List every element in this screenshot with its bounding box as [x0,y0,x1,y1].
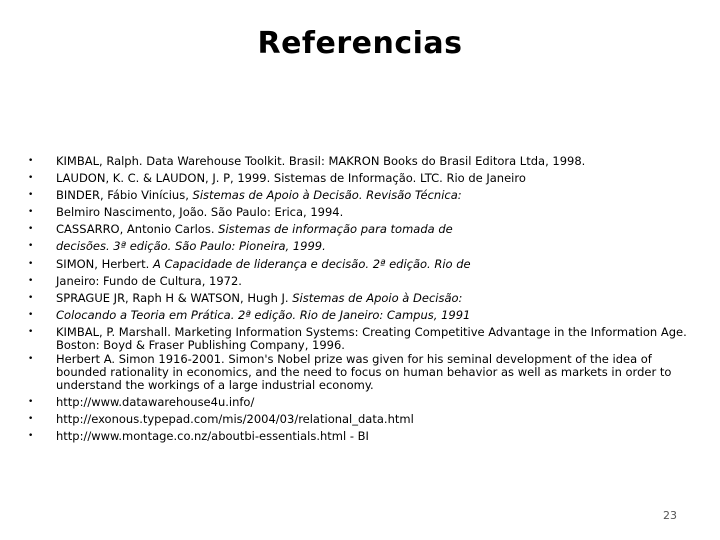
reference-text: CASSARRO, Antonio Carlos. [56,222,219,237]
reference-text: Belmiro Nascimento, João. São Paulo: Erica, 1994. [56,205,344,220]
reference-text: Janeiro: Fundo de Cultura, 1972. [56,273,242,288]
bullet-icon: • [28,431,34,442]
reference-item [28,155,696,168]
bullet-icon: • [28,309,34,320]
reference-link[interactable]: http://www.montage.co.nz/aboutbi-essentials.html - BI [56,429,369,444]
reference-item [28,326,696,352]
bullet-icon: • [28,241,34,252]
reference-item [28,240,696,253]
reference-text-italic: Colocando a Teoria em Prática. 2ª edição. Rio de Janeiro: Campus, 1991 [56,307,471,322]
reference-text: SPRAGUE JR, Raph H & WATSON, Hugh J. [56,290,293,305]
bullet-icon: • [28,224,34,235]
bullet-icon: • [28,396,34,407]
bullet-icon: • [28,207,34,218]
reference-text: LAUDON, K. C. & LAUDON, J. P, 1999. Sistemas de Informação. LTC. Rio de Janeiro [56,171,526,186]
bullet-icon: • [28,156,34,166]
reference-item [28,292,696,305]
reference-item [28,172,696,185]
bullet-icon: • [28,275,34,286]
bullet-icon: • [28,258,34,269]
reference-text-italic: Sistemas de Apoio à Decisão. Revisão Técnica: [192,188,462,203]
reference-item [28,430,696,443]
reference-item [28,353,696,392]
slide-title: Referencias [257,26,463,61]
reference-text-italic: Sistemas de informação para tomada de [218,222,453,237]
reference-item [28,413,696,426]
reference-text-italic: decisões. 3ª edição. São Paulo: Pioneira, 1999. [56,239,326,254]
bullet-icon: • [28,173,34,184]
bullet-icon: • [28,190,34,201]
page-number: 23 [663,509,677,522]
reference-item [28,309,696,322]
reference-text: KIMBAL, P. Marshall. Marketing Information Systems: Creating Competitive Advantage in the Information Age. Boston: Boyd & Fraser Publishing Company, 1996. [56,324,687,352]
bullet-icon: • [28,414,34,425]
bullet-icon: • [28,353,34,364]
reference-list [28,155,696,447]
reference-item [28,223,696,236]
reference-link[interactable]: http://exonous.typepad.com/mis/2004/03/relational_data.html [56,412,414,427]
reference-item [28,396,696,409]
reference-text: SIMON, Herbert. [56,256,153,271]
reference-item [28,206,696,219]
reference-text: Herbert A. Simon 1916-2001. Simon's Nobel prize was given for his seminal development of the idea of bounded rationality in economics, and the need to focus on human behavior as well as markets in order to understand the workings of a large industrial economy. [56,351,672,392]
reference-link[interactable]: http://www.datawarehouse4u.info/ [56,394,255,409]
bullet-icon: • [28,326,34,337]
bullet-icon: • [28,292,34,303]
reference-text: BINDER, Fábio Vinícius, [56,188,193,203]
reference-text-italic: Sistemas de Apoio à Decisão: [292,290,463,305]
reference-item [28,189,696,202]
reference-item [28,275,696,288]
reference-text-italic: A Capacidade de liderança e decisão. 2ª edição. Rio de [152,256,471,271]
reference-text: KIMBAL, Ralph. Data Warehouse Toolkit. Brasil: MAKRON Books do Brasil Editora Ltda, 1998. [56,154,586,168]
reference-item [28,258,696,271]
